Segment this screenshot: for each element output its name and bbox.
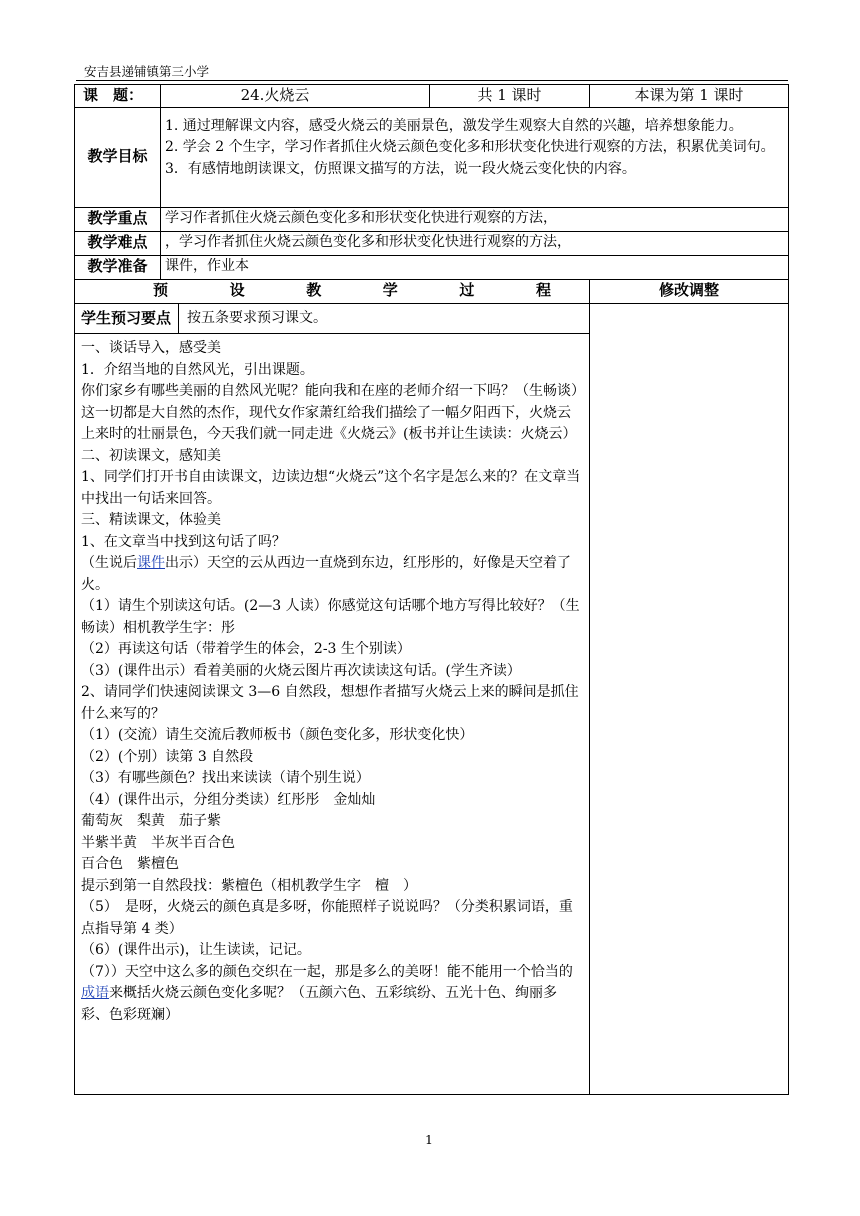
text-span: （7））天空中这么多的颜色交织在一起，那是多么的美呀！能不能用一个恰当的 [81, 963, 573, 980]
paragraph [81, 962, 583, 1027]
paragraph: （5） 是呀，火烧云的颜色真是多呀，你能照样子说说吗？（分类积累词语，重点指导第 4 类） [81, 899, 573, 937]
courseware-link[interactable]: 课件 [137, 555, 165, 571]
paragraph: 提示到第一自然段找：紫檀色（相机教学生字 檀 ） [81, 877, 417, 894]
idiom-link[interactable]: 成语 [81, 985, 109, 1001]
paragraph: （4）(课件出示，分组分类读）红彤彤 金灿灿 [81, 791, 376, 808]
difficulty-label: 教学难点 [75, 231, 161, 255]
paragraph: 2、请同学们快速阅读课文 3—6 自然段，想想作者描写火烧云上来的瞬间是抓住什么来写的？ [81, 684, 579, 722]
page-number: 1 [425, 1132, 433, 1147]
process-char: 学 [382, 281, 398, 300]
paragraph: 百合色 紫檀色 [81, 856, 179, 872]
paragraph: 1、在文章当中找到这句话了吗？ [81, 533, 286, 550]
process-char: 设 [229, 281, 245, 300]
paragraph: 半紫半黄 半灰半百合色 [81, 834, 235, 851]
key-point-text: 学习作者抓住火烧云颜色变化多和形状变化快进行观察的方法， [161, 207, 789, 231]
text-span: 来概括火烧云颜色变化多呢？（五颜六色、五彩缤纷、五光十色、绚丽多彩、色彩斑斓） [81, 985, 557, 1023]
preview-text: 按五条要求预习课文。 [187, 309, 327, 326]
preview-label: 学生预习要点 [75, 304, 179, 334]
paragraph: （1）请生个别读这句话。(2—3 人读）你感觉这句话哪个地方写得比较好？（生畅读）相机教学生字：彤 [81, 598, 580, 636]
paragraph: （3）有哪些颜色？找出来读读（请个别生说） [81, 770, 370, 786]
total-hours: 共 1 课时 [430, 85, 590, 108]
section-heading: 三、精读课文，体验美 [81, 512, 221, 528]
adjust-column [590, 303, 789, 1094]
process-char: 教 [306, 281, 322, 300]
objective-item: 2. 学会 2 个生字，学习作者抓住火烧云颜色变化多和形状变化快进行观察的方法，积累优美词句。 [165, 139, 775, 155]
paragraph: 你们家乡有哪些美丽的自然风光呢？能向我和在座的老师介绍一下吗？（生畅谈）这一切都是大自然的杰作，现代女作家萧红给我们描绘了一幅夕阳西下，火烧云上来时的壮丽景色，今天我们就一同走进《火烧云》(板书并让生读读：火烧云） [81, 383, 578, 442]
paragraph: （3）(课件出示）看着美丽的火烧云图片再次读读这句话。(学生齐读） [81, 662, 521, 679]
section-heading: 二、初读课文，感知美 [81, 447, 221, 464]
section-heading: 一、谈话导入，感受美 [81, 340, 221, 356]
process-content [75, 303, 590, 1094]
topic-label: 课 题： [75, 85, 161, 108]
paragraph: （2）(个别）读第 3 自然段 [81, 748, 254, 765]
header-divider [76, 80, 788, 81]
paragraph [81, 553, 583, 596]
paragraph: 1、同学们打开书自由读课文，边读边想“火烧云”这个名字是怎么来的？在文章当中找出一句话来回答。 [81, 469, 581, 507]
process-char: 过 [459, 281, 475, 300]
text-span: （生说后 [81, 555, 137, 571]
current-hour: 本课为第 1 课时 [590, 85, 789, 108]
preview-box [75, 304, 589, 335]
paragraph: 葡萄灰 梨黄 茄子紫 [81, 813, 221, 829]
preparation-label: 教学准备 [75, 255, 161, 279]
objectives-label: 教学目标 [75, 107, 161, 207]
objective-item: 3．有感情地朗读课文，仿照课文描写的方法，说一段火烧云变化快的内容。 [165, 160, 636, 177]
paragraph: 1．介绍当地的自然风光，引出课题。 [81, 361, 314, 378]
lesson-plan-table [74, 84, 789, 1095]
process-char: 预 [153, 281, 169, 300]
lesson-title: 24.火烧云 [161, 85, 430, 108]
school-header: 安吉县递铺镇第三小学 [84, 64, 210, 79]
preparation-text: 课件，作业本 [161, 255, 789, 279]
key-point-label: 教学重点 [75, 207, 161, 231]
objective-item: 1. 通过理解课文内容，感受火烧云的美丽景色，激发学生观察大自然的兴趣，培养想象能力。 [165, 117, 743, 134]
adjust-header: 修改调整 [590, 279, 789, 303]
objectives-content [161, 107, 789, 207]
paragraph: （1）(交流）请生交流后教师板书（颜色变化多，形状变化快） [81, 727, 474, 743]
process-header [75, 279, 590, 303]
process-char: 程 [535, 281, 551, 300]
text-span: 出示）天空的云从西边一直烧到东边，红彤彤的，好像是天空着了火。 [81, 555, 571, 593]
paragraph: （2）再读这句话（带着学生的体会，2-3 生个别读） [81, 641, 411, 657]
paragraph: （6）(课件出示)，让生读读，记记。 [81, 942, 311, 958]
difficulty-text: ，学习作者抓住火烧云颜色变化多和形状变化快进行观察的方法， [161, 231, 789, 255]
